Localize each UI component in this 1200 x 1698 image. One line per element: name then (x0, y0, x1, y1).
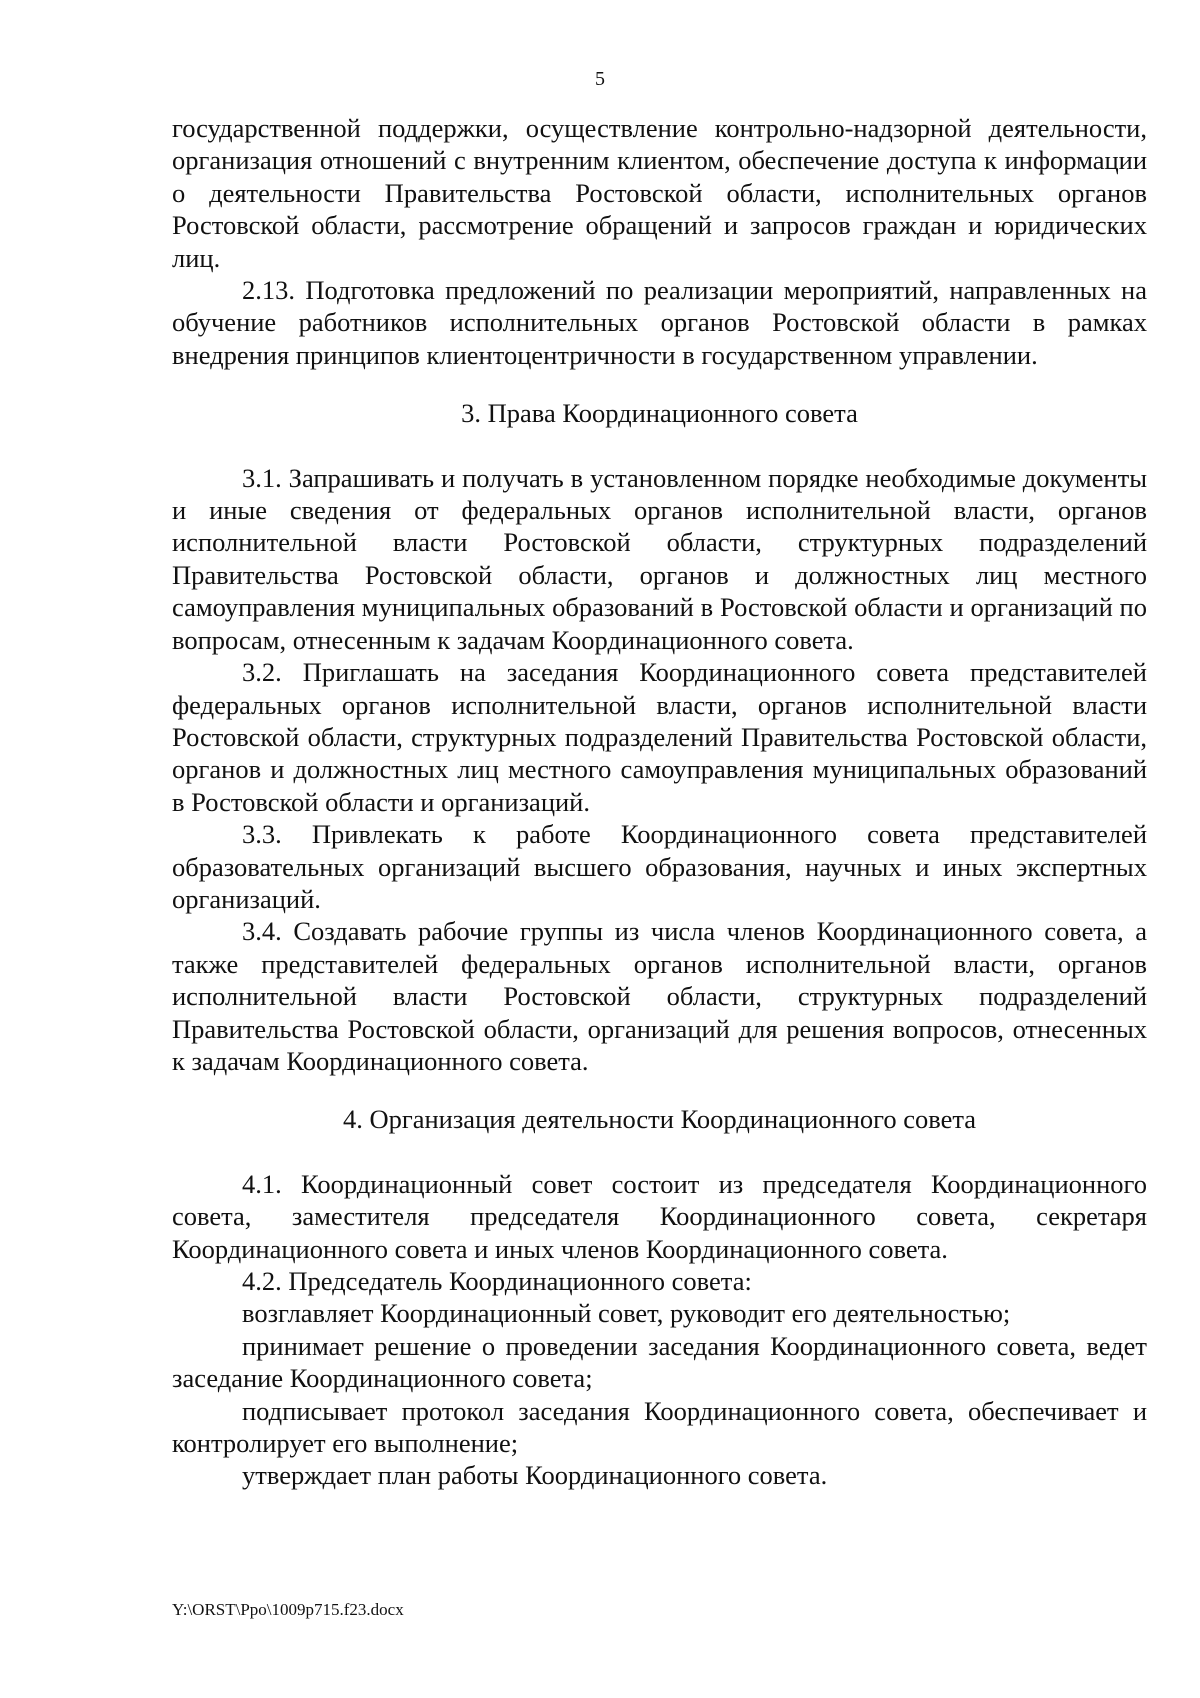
footer-file-path: Y:\ORST\Ppo\1009p715.f23.docx (172, 1600, 404, 1619)
page-number: 5 (595, 68, 605, 90)
paragraph-2-13: 2.13. Подготовка предложений по реализации мероприятий, направленных на обучение работников исполнительных органов Ростовской области в рамках внедрения принципов клиентоцентричности в государственном управлении. (172, 275, 1147, 370)
paragraph-3-3: 3.3. Привлекать к работе Координационного совета представителей образовательных организаций высшего образования, научных и иных экспертных организаций. (172, 819, 1147, 914)
paragraph-4-1: 4.1. Координационный совет состоит из председателя Координационного совета, заместителя председателя Координационного совета, секретаря Координационного совета и иных членов Координационного совета. (172, 1168, 1147, 1264)
chairman-duty-1: возглавляет Координационный совет, руководит его деятельностью; (242, 1298, 1011, 1329)
paragraph-3-1: 3.1. Запрашивать и получать в установленном порядке необходимые документы и иные сведения от федеральных органов исполнительной власти, органов исполнительной власти Ростовской области, структурных подразделений Правительства Ростовской области, органов и должностных лиц местного самоуправления муниципальных образований в Ростовской области и организаций по вопросам, отнесенным к задачам Координационного совета. (172, 462, 1147, 655)
section-3-heading: 3. Права Координационного совета (461, 398, 858, 429)
section-4-heading: 4. Организация деятельности Координационного совета (342, 1104, 977, 1135)
paragraph-3-4: 3.4. Создавать рабочие группы из числа членов Координационного совета, а также представителей федеральных органов исполнительной власти, органов исполнительной власти Ростовской области, структурных подразделений Правительства Ростовской области, организаций для решения вопросов, отнесенных к задачам Координационного совета. (172, 916, 1147, 1076)
paragraph-4-2: 4.2. Председатель Координационного совета: (242, 1266, 752, 1296)
chairman-duty-3: подписывает протокол заседания Координационного совета, обеспечивает и контролирует его выполнение; (172, 1395, 1147, 1459)
chairman-duty-4: утверждает план работы Координационного совета. (242, 1460, 828, 1491)
paragraph-2-12-continuation: государственной поддержки, осуществление контрольно-надзорной деятельности, организация отношений с внутренним клиентом, обеспечение доступа к информации о деятельности Правительства Ростовской области, исполнительных органов Ростовской области, рассмотрение обращений и запросов граждан и юридических лиц. (172, 113, 1147, 273)
chairman-duty-2: принимает решение о проведении заседания Координационного совета, ведет заседание Координационного совета; (172, 1330, 1147, 1394)
paragraph-3-2: 3.2. Приглашать на заседания Координационного совета представителей федеральных органов исполнительной власти, органов исполнительной власти Ростовской области, структурных подразделений Правительства Ростовской области, органов и должностных лиц местного самоуправления муниципальных образований в Ростовской области и организаций. (172, 657, 1147, 817)
document-body (172, 112, 1147, 1492)
